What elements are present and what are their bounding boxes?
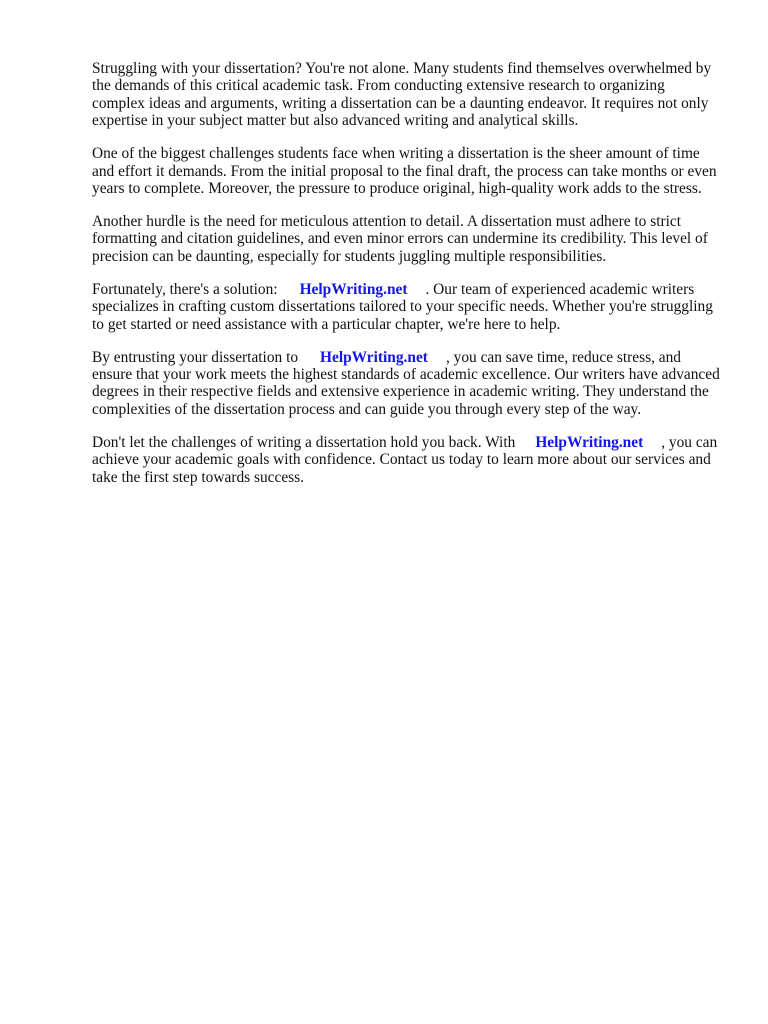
paragraph-closing <box>92 434 720 486</box>
paragraph-intro: Struggling with your dissertation? You're not alone. Many students find themselves overwhelmed by the demands of this critical academic task. From conducting extensive research to organizing complex ideas and arguments, writing a dissertation can be a daunting endeavor. It requires not only expertise in your subject matter but also advanced writing and analytical skills. <box>92 60 712 130</box>
paragraph-time-effort: One of the biggest challenges students face when writing a dissertation is the sheer amount of time and effort it demands. From the initial proposal to the final draft, the process can take months or even years to complete. Moreover, the pressure to produce original, high-quality work adds to the stress. <box>92 145 717 198</box>
paragraph-entrusting-text-end: , you can save time, reduce stress, and ensure that your work meets the highest standards of academic excellence. Our writers have advanced degrees in their respective fields and extensive experience in academic writing. They understand the complexities of the dissertation process and can guide you through every step of the way. <box>92 348 720 418</box>
helpwriting-link[interactable]: HelpWriting.net <box>535 433 644 451</box>
paragraph-solution-text-start: Fortunately, there's a solution: <box>92 280 278 298</box>
paragraph-closing-text-end: , you can achieve your academic goals with confidence. Contact us today to learn more about our services and take the first step towards success. <box>92 433 718 486</box>
paragraph-entrusting-text-start: By entrusting your dissertation to <box>92 348 299 366</box>
helpwriting-link[interactable]: HelpWriting.net <box>299 280 408 298</box>
paragraph-entrusting <box>92 349 720 419</box>
paragraph-solution <box>92 281 720 333</box>
paragraph-attention-detail: Another hurdle is the need for meticulous attention to detail. A dissertation must adhere to strict formatting and citation guidelines, and even minor errors can undermine its credibility. This level of precision can be daunting, especially for students juggling multiple responsibilities. <box>92 213 708 265</box>
paragraph-closing-text-start: Don't let the challenges of writing a dissertation hold you back. With <box>92 433 516 451</box>
paragraph-solution-text-end: . Our team of experienced academic writers specializes in crafting custom dissertations tailored to your specific needs. Whether you're struggling to get started or need assistance with a particular chapter, we're here to help. <box>92 280 713 333</box>
helpwriting-link[interactable]: HelpWriting.net <box>320 348 428 366</box>
document-page <box>92 60 720 502</box>
